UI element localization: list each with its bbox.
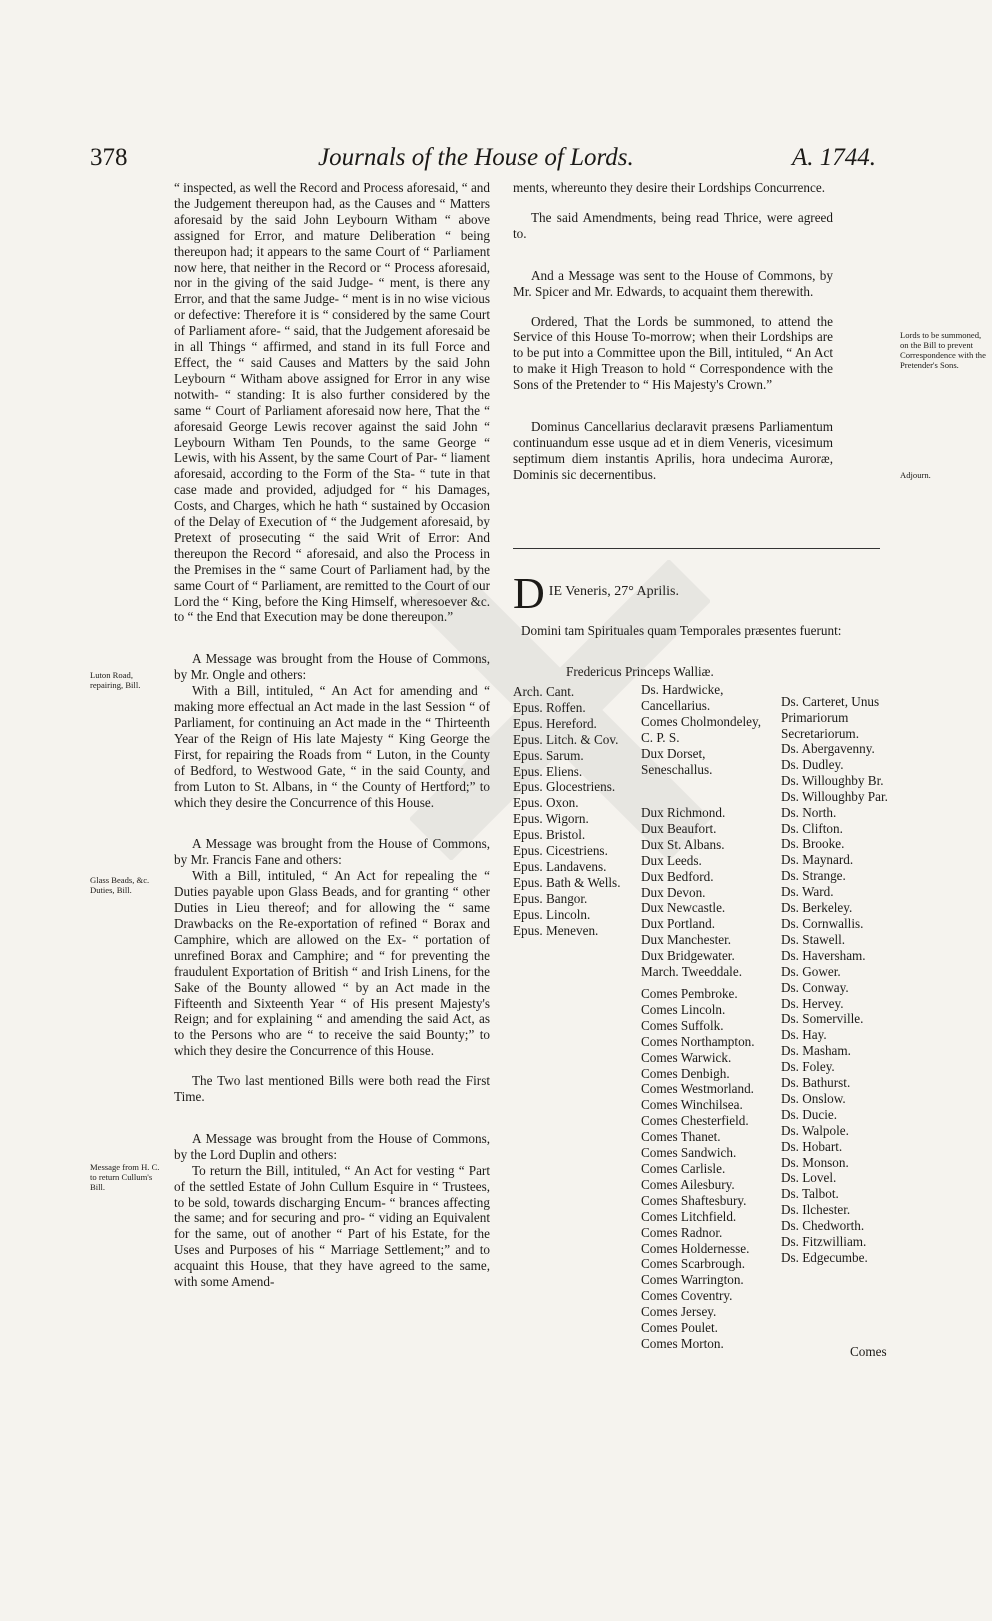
cullum-bill: To return the Bill, intituled, “ An Act for vesting “ Part of the settled Estate of John Cullum Esquire in “ Trustees, to be sold, towards discharging Encum- “ brances affecting the same; and for securing and pro- “ viding an Equivalent for the same, out of another “ Part of his Estate, for the Uses and Purposes of his “ Marriage Settlement;” and to acquaint this House, that they have agreed to the same, with some Amend- [174, 1162, 490, 1290]
baron-entry: Ds. Dudley. [781, 756, 844, 772]
bishop-entry: Epus. Hereford. [513, 715, 597, 731]
baron-entry: Ds. Berkeley. [781, 900, 853, 916]
barons-list [781, 741, 888, 1266]
bishop-entry: Epus. Eliens. [513, 763, 583, 779]
baron-entry: Ds. Fitzwilliam. [781, 1234, 867, 1250]
amendments-agreed: The said Amendments, being read Thrice, were agreed to. [513, 209, 833, 241]
baron-entry: Ds. Talbot. [781, 1186, 839, 1202]
bishop-entry: Epus. Landavens. [513, 858, 607, 874]
baron-entry: Ds. Lovel. [781, 1170, 837, 1186]
glass-bill: With a Bill, intituled, “ An Act for repealing the “ Duties payable upon Glass Beads, and for granting “ other Duties in Lieu thereof; and for allowing the “ same Drawbacks on the Re-exportation of refined “ Borax and Camphire, which are allowed on the Ex- “ portation of unrefined Borax and Camphire; and “ for preventing the fraudulent Exportation of British “ and Irish Linens, for the Sake of the Bounty allowed “ by an Act made in the Fifteenth and Sixteenth Year “ of His present Majesty's Reign; and for explaining “ and amending the said Act, as to the Persons who are “ to receive the said Bounty;” to which they desire the Concurrence of this House. [174, 868, 490, 1059]
baron-entry: Ds. Ward. [781, 884, 834, 900]
catchword: Comes [850, 1344, 887, 1359]
baron-entry: Ds. Willoughby Par. [781, 788, 888, 804]
duke-entry: Dux Portland. [641, 916, 715, 932]
baron-entry: Ds. Foley. [781, 1059, 835, 1075]
margin-note-lords-summoned: Lords to be summoned, on the Bill to prevent Correspondence with the Pretender's Sons. [900, 330, 986, 370]
amendments-continuation: ments, whereunto they desire their Lordships Concurrence. [513, 180, 826, 195]
bishop-entry: Epus. Cicestriens. [513, 843, 608, 859]
day-heading [513, 569, 873, 618]
bishop-entry: Epus. Bangor. [513, 890, 588, 906]
earl-entry: Comes Poulet. [641, 1320, 718, 1336]
bishop-entry: Epus. Meneven. [513, 922, 599, 938]
first-reading: The Two last mentioned Bills were both read the First Time. [174, 1073, 490, 1105]
bishop-entry: Arch. Cant. [513, 684, 575, 699]
duke-entry: Dux Newcastle. [641, 900, 726, 916]
earl-entry: Comes Radnor. [641, 1224, 723, 1240]
earl-entry: Comes Jersey. [641, 1304, 717, 1320]
duke-entry: Dux St. Albans. [641, 836, 725, 852]
page-year: A. 1744. [792, 144, 877, 171]
message-sent: And a Message was sent to the House of Commons, by Mr. Spicer and Mr. Edwards, to acquaint them therewith. [513, 267, 833, 299]
baron-entry: Ds. Stawell. [781, 931, 846, 947]
baron-entry: Ds. Gower. [781, 963, 841, 979]
duke-entry: Dux Richmond. [641, 805, 726, 820]
baron-entry: Ds. North. [781, 804, 837, 820]
cullum-message: A Message was brought from the House of Commons, by the Lord Duplin and others: [174, 1130, 490, 1162]
luton-bill: With a Bill, intituled, “ An Act for amending and “ making more effectual an Act made in the last Session “ of Parliament, for continuing an Act made in the “ Thirteenth Year of the Reign of His late Majesty “ King George the First, for repairing the Roads from “ Luton, in the County of Bedford, to Westwood Gate, “ in the said County, and from Luton to St. Albans, in “ the County of Hertford;” to which they desire the Concurrence of this House. [174, 683, 490, 810]
earls-list [641, 986, 755, 1352]
earl-entry: Comes Ailesbury. [641, 1176, 735, 1192]
page-number: 378 [90, 144, 128, 171]
baron-entry: Ds. Clifton. [781, 820, 843, 836]
baron-entry: Ds. Monson. [781, 1154, 849, 1170]
bishop-entry: Epus. Bristol. [513, 827, 586, 843]
luton-message: A Message was brought from the House of Commons, by Mr. Ongle and others: [174, 651, 490, 683]
duke-entry: Dux Devon. [641, 884, 706, 900]
attendance-heading: Domini tam Spirituales quam Temporales præsentes fuerunt: [521, 623, 842, 638]
earl-entry: Comes Thanet. [641, 1129, 721, 1145]
earl-entry: Comes Morton. [641, 1335, 724, 1351]
baron-entry: Ds. Maynard. [781, 852, 854, 868]
earl-entry: Comes Denbigh. [641, 1065, 730, 1081]
baron-entry: Ds. Masham. [781, 1043, 851, 1059]
baron-entry: Ds. Somerville. [781, 1011, 864, 1027]
baron-entry: Ds. Strange. [781, 868, 846, 884]
section-divider [513, 548, 880, 549]
prince-line: Fredericus Princeps Walliæ. [566, 664, 714, 679]
judgement-paragraph: “ inspected, as well the Record and Process aforesaid, “ and the Judgement thereupon had, as the Causes and “ Matters aforesaid by the said John Leybourn Witham “ above assigned for Error, and mature Deliberation “ being thereupon had; it appears to the same Court of “ Parliament now here, that neither in the Record or “ Process aforesaid, nor in the giving of the said Judge- “ ment, is there any Error, and that the same Judge- “ ment is in no wise vicious or defective: Therefore it is “ considered by the same Court of Parliament afore- “ said, that the Judgement aforesaid be in all Things “ affirmed, and stand in its full Force and Effect, the “ said Causes and Matters by the said John Leybourn “ Witham above assigned for Error in any wise notwith- “ standing: It is also further considered by the same “ Court of Parliament aforesaid now here, That the “ aforesaid George Lewis recover against the said John “ Leybourn Witham Ten Pounds, to the same George “ Lewis, with his Assent, by the same Court of Par- “ liament aforesaid, according to the Form of the Sta- “ tute in that case made and provided, adjudged for “ his Damages, Costs, and Charges, which he hath “ sustained by Occasion of the Delay of Execution of “ the Judgement aforesaid, by Pretext of prosecuting “ the said Writ of Error: And thereupon the Record “ aforesaid, and also the Process in the Premises in the “ same Court of Parliament had, by the same Court of “ Parliament, are remitted to the Court of our Lord the “ King, before the King Himself, wheresoever &c. to “ the End that Execution may be done thereupon.” [174, 180, 490, 625]
earl-entry: Comes Winchilsea. [641, 1097, 743, 1113]
baron-entry: Ds. Onslow. [781, 1090, 846, 1106]
dukes-list [641, 805, 735, 964]
baron-entry: Ds. Ilchester. [781, 1202, 851, 1218]
bishop-entry: Epus. Roffen. [513, 699, 586, 715]
earl-entry: Comes Pembroke. [641, 986, 738, 1001]
baron-entry: Ds. Cornwallis. [781, 915, 864, 931]
officers-list [641, 682, 776, 777]
bishop-entry: Epus. Glocestriens. [513, 779, 616, 795]
bishops-list [513, 684, 621, 939]
baron-entry: Ds. Conway. [781, 979, 849, 995]
earl-entry: Comes Northampton. [641, 1033, 755, 1049]
adjournment: Dominus Cancellarius declaravit præsens Parliamentum continuandum esse usque ad et in diem Veneris, vicesimum septimum diem instantis Aprilis, hora undecima Auroræ, Dominis sic decernentibus. [513, 419, 833, 482]
earl-entry: Comes Scarbrough. [641, 1256, 746, 1272]
margin-note-adjourn: Adjourn. [900, 470, 931, 480]
left-column [174, 180, 490, 1290]
earl-entry: Comes Warwick. [641, 1049, 732, 1065]
earl-entry: Comes Holdernesse. [641, 1240, 750, 1256]
earl-entry: Comes Warrington. [641, 1272, 744, 1288]
baron-entry: Ds. Abergavenny. [781, 741, 875, 756]
baron-entry: Ds. Ducie. [781, 1106, 838, 1122]
earl-entry: Comes Suffolk. [641, 1017, 724, 1033]
bishop-entry: Epus. Litch. & Cov. [513, 731, 619, 747]
bishop-entry: Epus. Bath & Wells. [513, 874, 621, 890]
drop-cap: D [513, 569, 545, 618]
baron-entry: Ds. Walpole. [781, 1122, 849, 1138]
earl-entry: Comes Coventry. [641, 1288, 733, 1304]
marquess-line: March. Tweeddale. [641, 964, 742, 979]
bishop-entry: Epus. Wigorn. [513, 811, 589, 827]
bishop-entry: Epus. Oxon. [513, 795, 579, 811]
baron-entry: Ds. Haversham. [781, 947, 866, 963]
bishop-entry: Epus. Lincoln. [513, 906, 591, 922]
secretary-line: Ds. Carteret, Unus Primariorum Secretariorum. [781, 694, 880, 741]
baron-entry: Ds. Bathurst. [781, 1075, 851, 1091]
margin-note-luton: Luton Road, repairing, Bill. [90, 670, 141, 690]
officer-entry: Dux Dorset, Seneschallus. [641, 745, 713, 777]
officer-entry: Ds. Hardwicke, Cancellarius. [641, 682, 724, 713]
bishop-entry: Epus. Sarum. [513, 747, 584, 763]
baron-entry: Ds. Willoughby Br. [781, 772, 884, 788]
baron-entry: Ds. Brooke. [781, 836, 845, 852]
baron-entry: Ds. Hervey. [781, 995, 844, 1011]
baron-entry: Ds. Hobart. [781, 1138, 843, 1154]
baron-entry: Ds. Hay. [781, 1027, 827, 1043]
duke-entry: Dux Bedford. [641, 868, 714, 884]
duke-entry: Dux Manchester. [641, 932, 732, 948]
glass-message: A Message was brought from the House of Commons, by Mr. Francis Fane and others: [174, 836, 490, 868]
earl-entry: Comes Shaftesbury. [641, 1192, 747, 1208]
officer-entry: Comes Cholmondeley, C. P. S. [641, 713, 762, 745]
margin-note-cullum: Message from H. C. to return Cullum's Bill. [90, 1162, 160, 1192]
earl-entry: Comes Chesterfield. [641, 1113, 749, 1129]
earl-entry: Comes Litchfield. [641, 1208, 737, 1224]
earl-entry: Comes Lincoln. [641, 1001, 726, 1017]
margin-note-glass: Glass Beads, &c. Duties, Bill. [90, 875, 150, 895]
duke-entry: Dux Leeds. [641, 852, 702, 868]
earl-entry: Comes Sandwich. [641, 1145, 737, 1161]
day-heading-text: IE Veneris, 27° Aprilis. [548, 584, 679, 599]
earl-entry: Comes Carlisle. [641, 1160, 726, 1176]
duke-entry: Dux Bridgewater. [641, 948, 735, 964]
duke-entry: Dux Beaufort. [641, 820, 717, 836]
baron-entry: Ds. Edgecumbe. [781, 1250, 868, 1265]
lords-summoned-order: Ordered, That the Lords be summoned, to attend the Service of this House To-morrow; when their Lordships are to be put into a Committee upon the Bill, intituled, “ An Act to make it High Treason to hold “ Correspondence with the Sons of the Pretender to “ His Majesty's Crown.” [513, 313, 833, 393]
baron-entry: Ds. Chedworth. [781, 1218, 865, 1234]
earl-entry: Comes Westmorland. [641, 1081, 754, 1097]
page-title: Journals of the House of Lords. [318, 144, 634, 171]
right-column [513, 180, 833, 483]
